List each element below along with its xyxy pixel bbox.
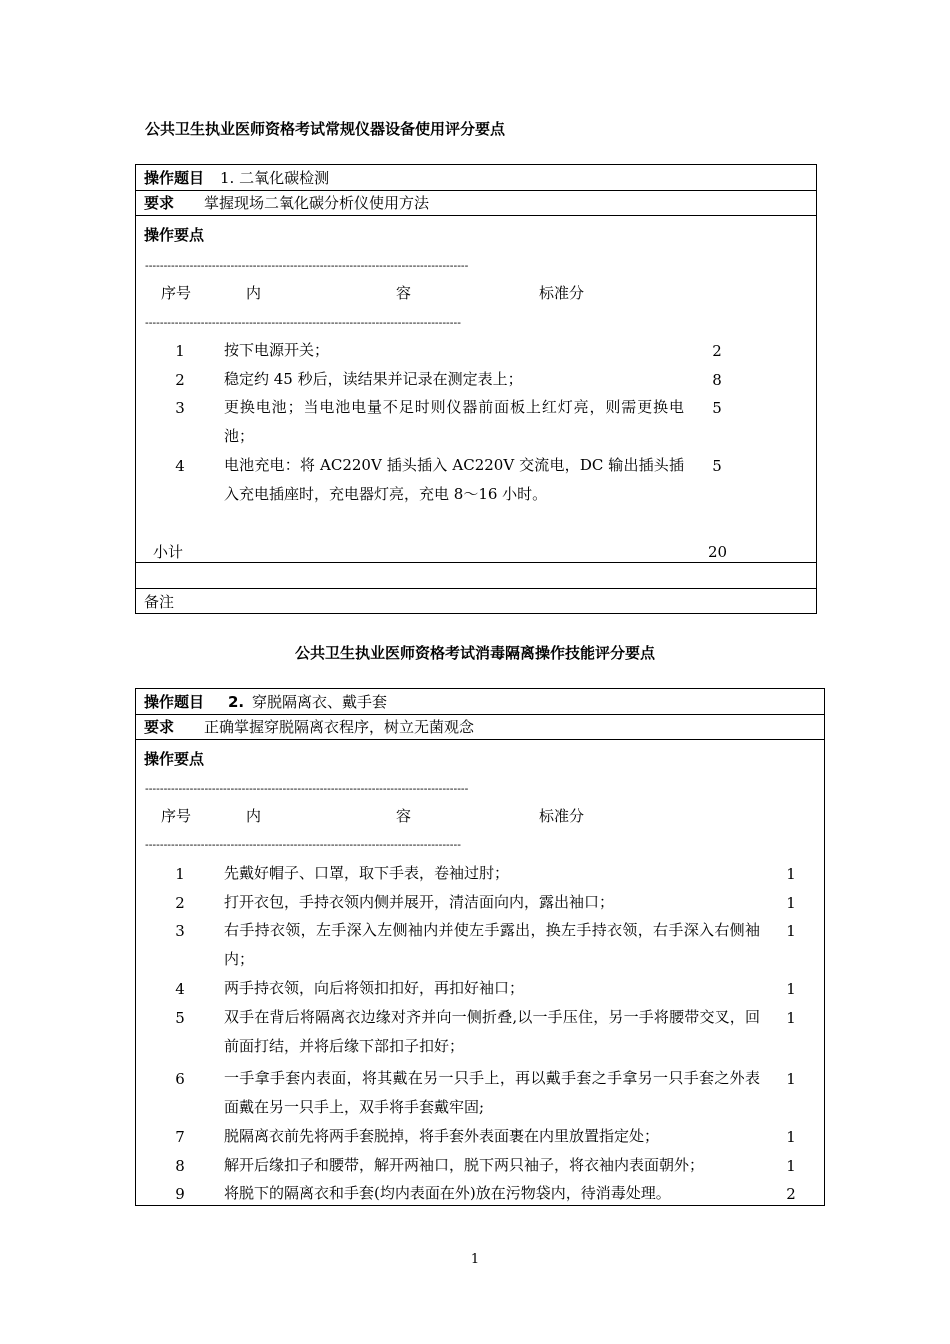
requirement-value: 掌握现场二氧化碳分析仪使用方法: [204, 194, 430, 212]
dashed-divider-bottom: -------------------------------------------------------------------------------------: [145, 839, 461, 851]
item-number: 4: [175, 457, 185, 475]
requirement-value: 正确掌握穿脱隔离衣程序，树立无菌观念: [204, 718, 475, 736]
item-text: 打开衣包，手持衣领内侧并展开，清洁面向内，露出袖口；: [224, 893, 615, 911]
item-number: 2: [175, 894, 185, 912]
item-text: 电池充电：将 AC220V 插头插入 AC220V 交流电，DC 输出插头插入充电插座时，充电器灯亮，充电 8～16 小时。: [224, 456, 684, 503]
item-score: 5: [712, 399, 722, 417]
item-score: 1: [786, 894, 796, 912]
item-score: 1: [786, 980, 796, 998]
item-score: 2: [712, 342, 722, 360]
item-number: 1: [175, 865, 185, 883]
topic-row: [136, 689, 824, 715]
col-header-score: 标准分: [539, 807, 585, 825]
topic-number: 2.: [228, 693, 245, 711]
requirement-row: [136, 191, 816, 216]
points-label: 操作要点: [144, 750, 205, 768]
subtotal-value: 20: [708, 543, 728, 561]
topic-value: 1. 二氧化碳检测: [220, 169, 330, 187]
item-text: 一手拿手套内表面，将其戴在另一只手上，再以戴手套之手拿另一只手套之外表面戴在另一只手上，双手将手套戴牢固;: [224, 1069, 760, 1116]
topic-label: 操作题目: [144, 169, 205, 187]
page-number: 1: [470, 1252, 480, 1267]
item-text: 将脱下的隔离衣和手套(均内表面在外)放在污物袋内，待消毒处理。: [224, 1184, 671, 1202]
item-score: 1: [786, 1157, 796, 1175]
item-score: 8: [712, 371, 722, 389]
item-text: 脱隔离衣前先将两手套脱掉，将手套外表面裹在内里放置指定处；: [224, 1127, 660, 1145]
item-number: 1: [175, 342, 185, 360]
item-text: 两手持衣领，向后将领扣扣好，再扣好袖口；: [224, 979, 525, 997]
item-text: 双手在背后将隔离衣边缘对齐并向一侧折叠,以一手压住，另一手将腰带交叉，回前面打结，并将后缘下部扣子扣好；: [224, 1008, 760, 1055]
col-header-score: 标准分: [539, 284, 585, 302]
item-score: 1: [786, 1009, 796, 1027]
item-text: 解开后缘扣子和腰带，解开两袖口，脱下两只袖子，将衣袖内表面朝外；: [224, 1156, 705, 1174]
item-text: 按下电源开关；: [224, 341, 330, 359]
topic-label: 操作题目: [144, 693, 205, 711]
item-number: 4: [175, 980, 185, 998]
item-score: 2: [786, 1185, 796, 1203]
section2-table: [135, 688, 825, 1206]
col-header-content-1: 内: [246, 284, 262, 302]
item-text: 更换电池；当电池电量不足时则仪器前面板上红灯亮，则需更换电池；: [224, 398, 684, 445]
item-score: 5: [712, 457, 722, 475]
col-header-no: 序号: [161, 284, 192, 302]
subtotal-label: 小计: [153, 543, 184, 561]
points-area: [136, 216, 816, 563]
item-number: 3: [175, 399, 185, 417]
item-text: 先戴好帽子、口罩，取下手表，卷袖过肘；: [224, 864, 510, 882]
dashed-divider-top: ---------------------------------------------------------------------------------------: [145, 260, 469, 272]
requirement-row: [136, 715, 824, 740]
dashed-divider-top: ---------------------------------------------------------------------------------------: [145, 783, 469, 795]
col-header-content-2: 容: [396, 284, 412, 302]
requirement-label: 要求: [144, 194, 175, 212]
item-score: 1: [786, 922, 796, 940]
section2-title: 公共卫生执业医师资格考试消毒隔离操作技能评分要点: [294, 644, 655, 662]
section1-table: [135, 164, 817, 614]
points-area: [136, 740, 824, 1205]
item-number: 7: [175, 1128, 185, 1146]
col-header-content-1: 内: [246, 807, 262, 825]
dashed-divider-bottom: -------------------------------------------------------------------------------------: [145, 317, 461, 329]
item-score: 1: [786, 865, 796, 883]
topic-value: 穿脱隔离衣、戴手套: [252, 693, 388, 711]
requirement-label: 要求: [144, 718, 175, 736]
item-score: 1: [786, 1128, 796, 1146]
col-header-content-2: 容: [396, 807, 412, 825]
item-number: 9: [175, 1185, 185, 1203]
item-text: 稳定约 45 秒后，读结果并记录在测定表上；: [224, 370, 523, 388]
item-number: 8: [175, 1157, 185, 1175]
item-score: 1: [786, 1070, 796, 1088]
item-number: 3: [175, 922, 185, 940]
blank-row: [136, 563, 816, 589]
col-header-no: 序号: [161, 807, 192, 825]
section1-title: 公共卫生执业医师资格考试常规仪器设备使用评分要点: [145, 120, 506, 138]
remark-label: 备注: [144, 593, 175, 611]
item-number: 5: [175, 1009, 185, 1027]
item-number: 6: [175, 1070, 185, 1088]
item-number: 2: [175, 371, 185, 389]
remark-row: [136, 589, 816, 613]
topic-row: [136, 165, 816, 191]
item-text: 右手持衣领，左手深入左侧袖内并使左手露出，换左手持衣领，右手深入右侧袖内；: [224, 921, 760, 968]
points-label: 操作要点: [144, 226, 205, 244]
